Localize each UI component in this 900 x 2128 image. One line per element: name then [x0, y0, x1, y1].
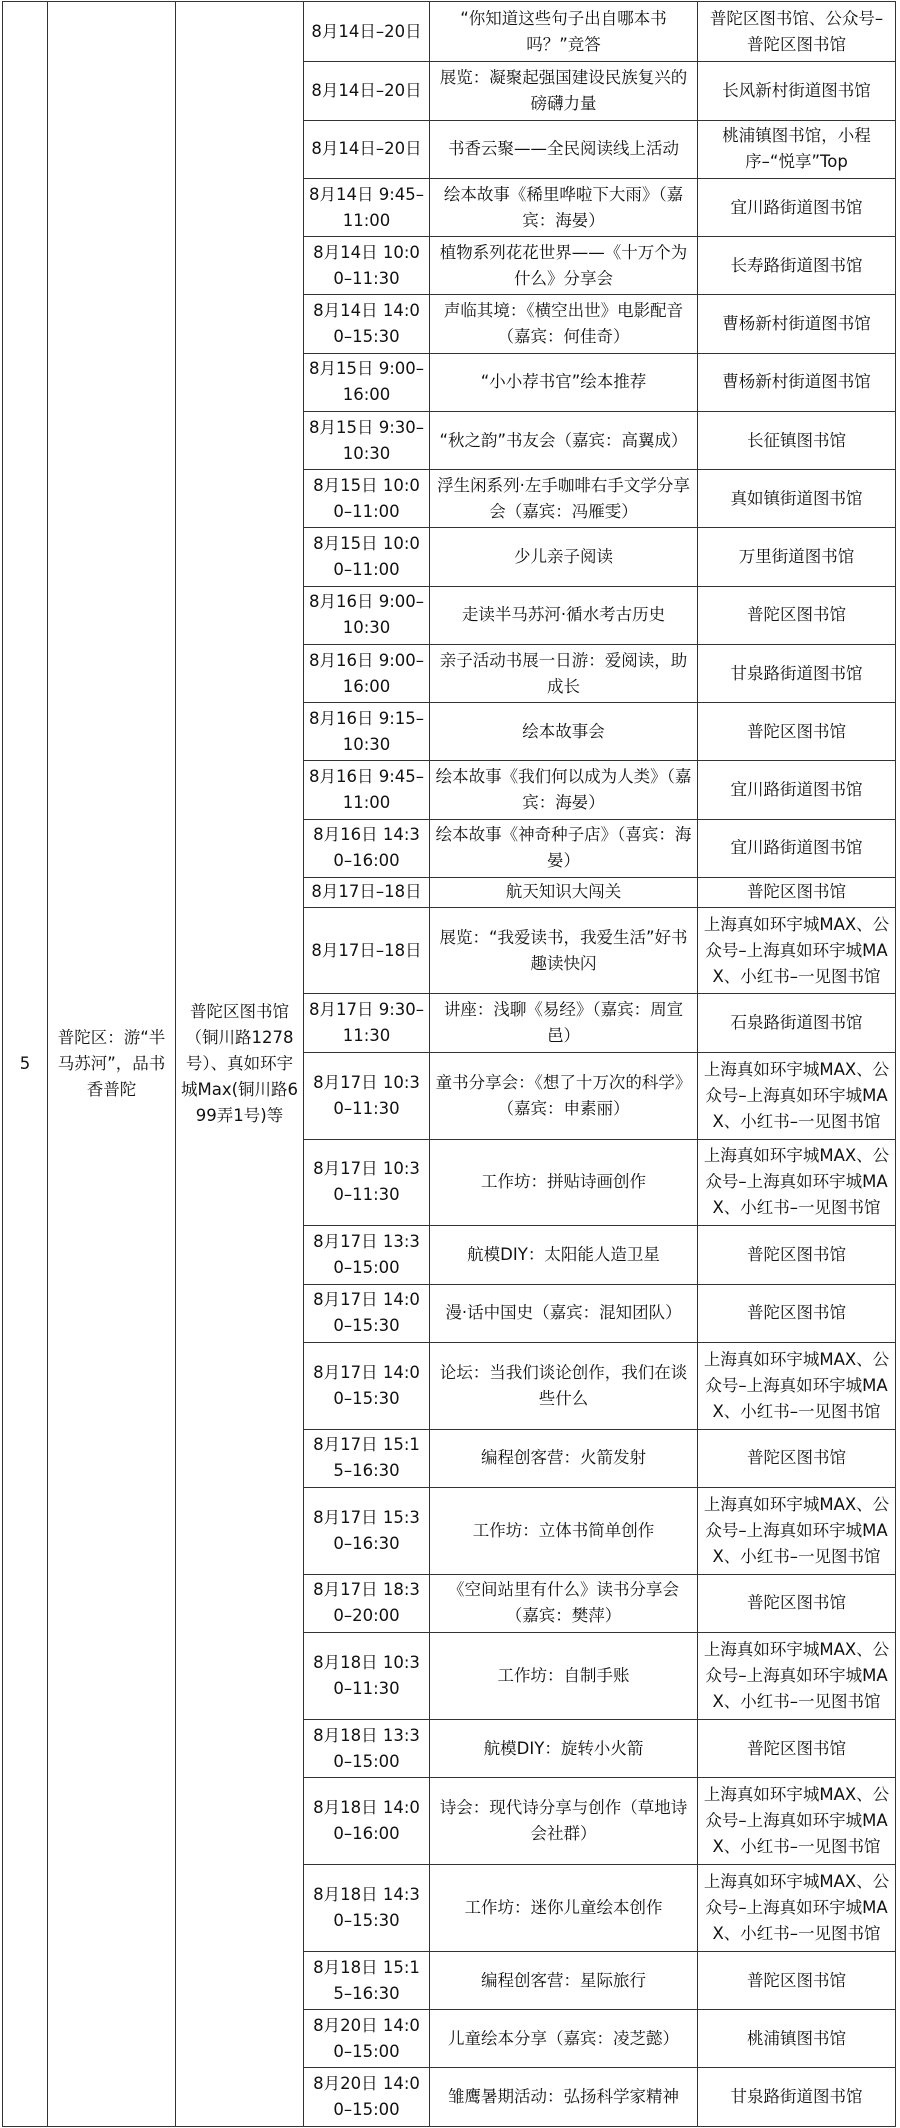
event-activity-cell: “小小荐书官”绘本推荐: [430, 353, 698, 411]
event-organizer-cell: 普陀区图书馆: [698, 877, 896, 907]
event-activity-cell: 编程创客营：火箭发射: [430, 1429, 698, 1487]
event-organizer-cell: 曹杨新村街道图书馆: [698, 295, 896, 353]
event-organizer-cell: 普陀区图书馆: [698, 703, 896, 761]
event-activity-cell: 绘本故事《我们何以成为人类》（嘉宾：海晏）: [430, 761, 698, 819]
event-organizer-cell: 上海真如环宇城MAX、公众号–上海真如环宇城MAX、小红书–一见图书馆: [698, 1633, 896, 1720]
event-organizer-cell: 桃浦镇图书馆: [698, 2010, 896, 2068]
event-activity-cell: 展览：凝聚起强国建设民族复兴的磅礴力量: [430, 62, 698, 120]
event-date-cell: 8月14日 10:00–11:30: [304, 237, 430, 295]
event-organizer-cell: 甘泉路街道图书馆: [698, 644, 896, 702]
event-activity-cell: 亲子活动书展一日游：爱阅读，助成长: [430, 644, 698, 702]
event-activity-cell: “你知道这些句子出自哪本书吗？”竞答: [430, 2, 698, 62]
event-activity-cell: 书香云聚——全民阅读线上活动: [430, 120, 698, 178]
event-organizer-cell: 上海真如环宇城MAX、公众号–上海真如环宇城MAX、小红书–一见图书馆: [698, 907, 896, 994]
event-date-cell: 8月14日–20日: [304, 120, 430, 178]
event-date-cell: 8月14日–20日: [304, 2, 430, 62]
event-organizer-cell: 普陀区图书馆: [698, 1284, 896, 1342]
event-activity-cell: 少儿亲子阅读: [430, 528, 698, 586]
event-date-cell: 8月17日 10:30–11:30: [304, 1052, 430, 1139]
event-date-cell: 8月14日 9:45–11:00: [304, 178, 430, 236]
event-date-cell: 8月17日–18日: [304, 877, 430, 907]
event-activity-cell: “秋之韵”书友会（嘉宾：高翼成）: [430, 411, 698, 469]
event-date-cell: 8月15日 9:00–16:00: [304, 353, 430, 411]
event-organizer-cell: 长征镇图书馆: [698, 411, 896, 469]
event-activity-cell: 航天知识大闯关: [430, 877, 698, 907]
event-activity-cell: 雏鹰暑期活动：弘扬科学家精神: [430, 2068, 698, 2127]
event-date-cell: 8月17日 9:30–11:30: [304, 994, 430, 1052]
event-date-cell: 8月16日 9:00–16:00: [304, 644, 430, 702]
event-date-cell: 8月18日 13:30–15:00: [304, 1719, 430, 1777]
event-date-cell: 8月16日 14:30–16:00: [304, 819, 430, 877]
event-activity-cell: 《空间站里有什么》读书分享会（嘉宾：樊萍）: [430, 1574, 698, 1632]
event-organizer-cell: 普陀区图书馆: [698, 1951, 896, 2009]
event-date-cell: 8月18日 14:00–16:00: [304, 1778, 430, 1865]
event-organizer-cell: 万里街道图书馆: [698, 528, 896, 586]
event-activity-cell: 航模DIY：旋转小火箭: [430, 1719, 698, 1777]
event-date-cell: 8月17日 10:30–11:30: [304, 1139, 430, 1226]
event-organizer-cell: 宜川路街道图书馆: [698, 178, 896, 236]
event-organizer-cell: 上海真如环宇城MAX、公众号–上海真如环宇城MAX、小红书–一见图书馆: [698, 1052, 896, 1139]
event-activity-cell: 讲座：浅聊《易经》（嘉宾：周宣邑）: [430, 994, 698, 1052]
event-organizer-cell: 上海真如环宇城MAX、公众号–上海真如环宇城MAX、小红书–一见图书馆: [698, 1139, 896, 1226]
event-activity-cell: 童书分享会：《想了十万次的科学》（嘉宾：申素丽）: [430, 1052, 698, 1139]
event-organizer-cell: 曹杨新村街道图书馆: [698, 353, 896, 411]
event-activity-cell: 植物系列花花世界——《十万个为什么》分享会: [430, 237, 698, 295]
event-organizer-cell: 宜川路街道图书馆: [698, 761, 896, 819]
table-row: [3, 2, 896, 62]
event-date-cell: 8月16日 9:00–10:30: [304, 586, 430, 644]
event-schedule-table: [2, 1, 896, 2127]
table-body: [3, 2, 896, 2127]
event-organizer-cell: 宜川路街道图书馆: [698, 819, 896, 877]
event-date-cell: 8月17日–18日: [304, 907, 430, 994]
row-number-cell: 5: [3, 2, 48, 2127]
event-date-cell: 8月18日 10:30–11:30: [304, 1633, 430, 1720]
event-organizer-cell: 普陀区图书馆、公众号–普陀区图书馆: [698, 2, 896, 62]
event-date-cell: 8月20日 14:00–15:00: [304, 2010, 430, 2068]
event-activity-cell: 诗会：现代诗分享与创作（草地诗会社群）: [430, 1778, 698, 1865]
event-organizer-cell: 普陀区图书馆: [698, 1226, 896, 1284]
event-organizer-cell: 上海真如环宇城MAX、公众号–上海真如环宇城MAX、小红书–一见图书馆: [698, 1488, 896, 1575]
event-activity-cell: 展览：“我爱读书，我爱生活”好书趣读快闪: [430, 907, 698, 994]
event-date-cell: 8月17日 15:15–16:30: [304, 1429, 430, 1487]
event-organizer-cell: 桃浦镇图书馆，小程序–“悦享”Top: [698, 120, 896, 178]
event-organizer-cell: 上海真如环宇城MAX、公众号–上海真如环宇城MAX、小红书–一见图书馆: [698, 1865, 896, 1952]
event-date-cell: 8月20日 14:00–15:00: [304, 2068, 430, 2127]
event-date-cell: 8月17日 14:00–15:30: [304, 1284, 430, 1342]
event-date-cell: 8月14日 14:00–15:30: [304, 295, 430, 353]
event-date-cell: 8月15日 10:00–11:00: [304, 470, 430, 528]
event-date-cell: 8月14日–20日: [304, 62, 430, 120]
event-activity-cell: 工作坊：迷你儿童绘本创作: [430, 1865, 698, 1952]
event-organizer-cell: 普陀区图书馆: [698, 586, 896, 644]
event-date-cell: 8月15日 9:30–10:30: [304, 411, 430, 469]
venue-cell: 普陀区图书馆（铜川路1278号）、真如环宇城Max(铜川路699弄1号)等: [176, 2, 304, 2127]
event-activity-cell: 儿童绘本分享（嘉宾：凌芝懿）: [430, 2010, 698, 2068]
event-organizer-cell: 石泉路街道图书馆: [698, 994, 896, 1052]
event-date-cell: 8月17日 13:30–15:00: [304, 1226, 430, 1284]
event-date-cell: 8月16日 9:45–11:00: [304, 761, 430, 819]
event-organizer-cell: 真如镇街道图书馆: [698, 470, 896, 528]
event-date-cell: 8月16日 9:15–10:30: [304, 703, 430, 761]
event-activity-cell: 论坛：当我们谈论创作，我们在谈些什么: [430, 1342, 698, 1429]
event-activity-cell: 工作坊：自制手账: [430, 1633, 698, 1720]
event-activity-cell: 绘本故事《稀里哗啦下大雨》（嘉宾：海晏）: [430, 178, 698, 236]
event-date-cell: 8月18日 15:15–16:30: [304, 1951, 430, 2009]
event-organizer-cell: 长风新村街道图书馆: [698, 62, 896, 120]
event-activity-cell: 航模DIY：太阳能人造卫星: [430, 1226, 698, 1284]
event-date-cell: 8月17日 14:00–15:30: [304, 1342, 430, 1429]
event-activity-cell: 漫·话中国史（嘉宾：混知团队）: [430, 1284, 698, 1342]
event-activity-cell: 走读半马苏河·循水考古历史: [430, 586, 698, 644]
event-date-cell: 8月17日 18:30–20:00: [304, 1574, 430, 1632]
event-activity-cell: 工作坊：拼贴诗画创作: [430, 1139, 698, 1226]
event-organizer-cell: 普陀区图书馆: [698, 1429, 896, 1487]
district-cell: 普陀区：游“半马苏河”，品书香普陀: [48, 2, 176, 2127]
event-date-cell: 8月18日 14:30–15:30: [304, 1865, 430, 1952]
event-organizer-cell: 普陀区图书馆: [698, 1574, 896, 1632]
event-activity-cell: 声临其境：《横空出世》电影配音（嘉宾：何佳奇）: [430, 295, 698, 353]
event-organizer-cell: 上海真如环宇城MAX、公众号–上海真如环宇城MAX、小红书–一见图书馆: [698, 1342, 896, 1429]
event-activity-cell: 浮生闲系列·左手咖啡右手文学分享会（嘉宾：冯雁雯）: [430, 470, 698, 528]
event-organizer-cell: 长寿路街道图书馆: [698, 237, 896, 295]
event-activity-cell: 绘本故事会: [430, 703, 698, 761]
event-date-cell: 8月17日 15:30–16:30: [304, 1488, 430, 1575]
event-organizer-cell: 甘泉路街道图书馆: [698, 2068, 896, 2127]
event-organizer-cell: 普陀区图书馆: [698, 1719, 896, 1777]
event-date-cell: 8月15日 10:00–11:00: [304, 528, 430, 586]
event-activity-cell: 工作坊：立体书简单创作: [430, 1488, 698, 1575]
event-activity-cell: 编程创客营：星际旅行: [430, 1951, 698, 2009]
event-organizer-cell: 上海真如环宇城MAX、公众号–上海真如环宇城MAX、小红书–一见图书馆: [698, 1778, 896, 1865]
event-activity-cell: 绘本故事《神奇种子店》（喜宾：海晏）: [430, 819, 698, 877]
